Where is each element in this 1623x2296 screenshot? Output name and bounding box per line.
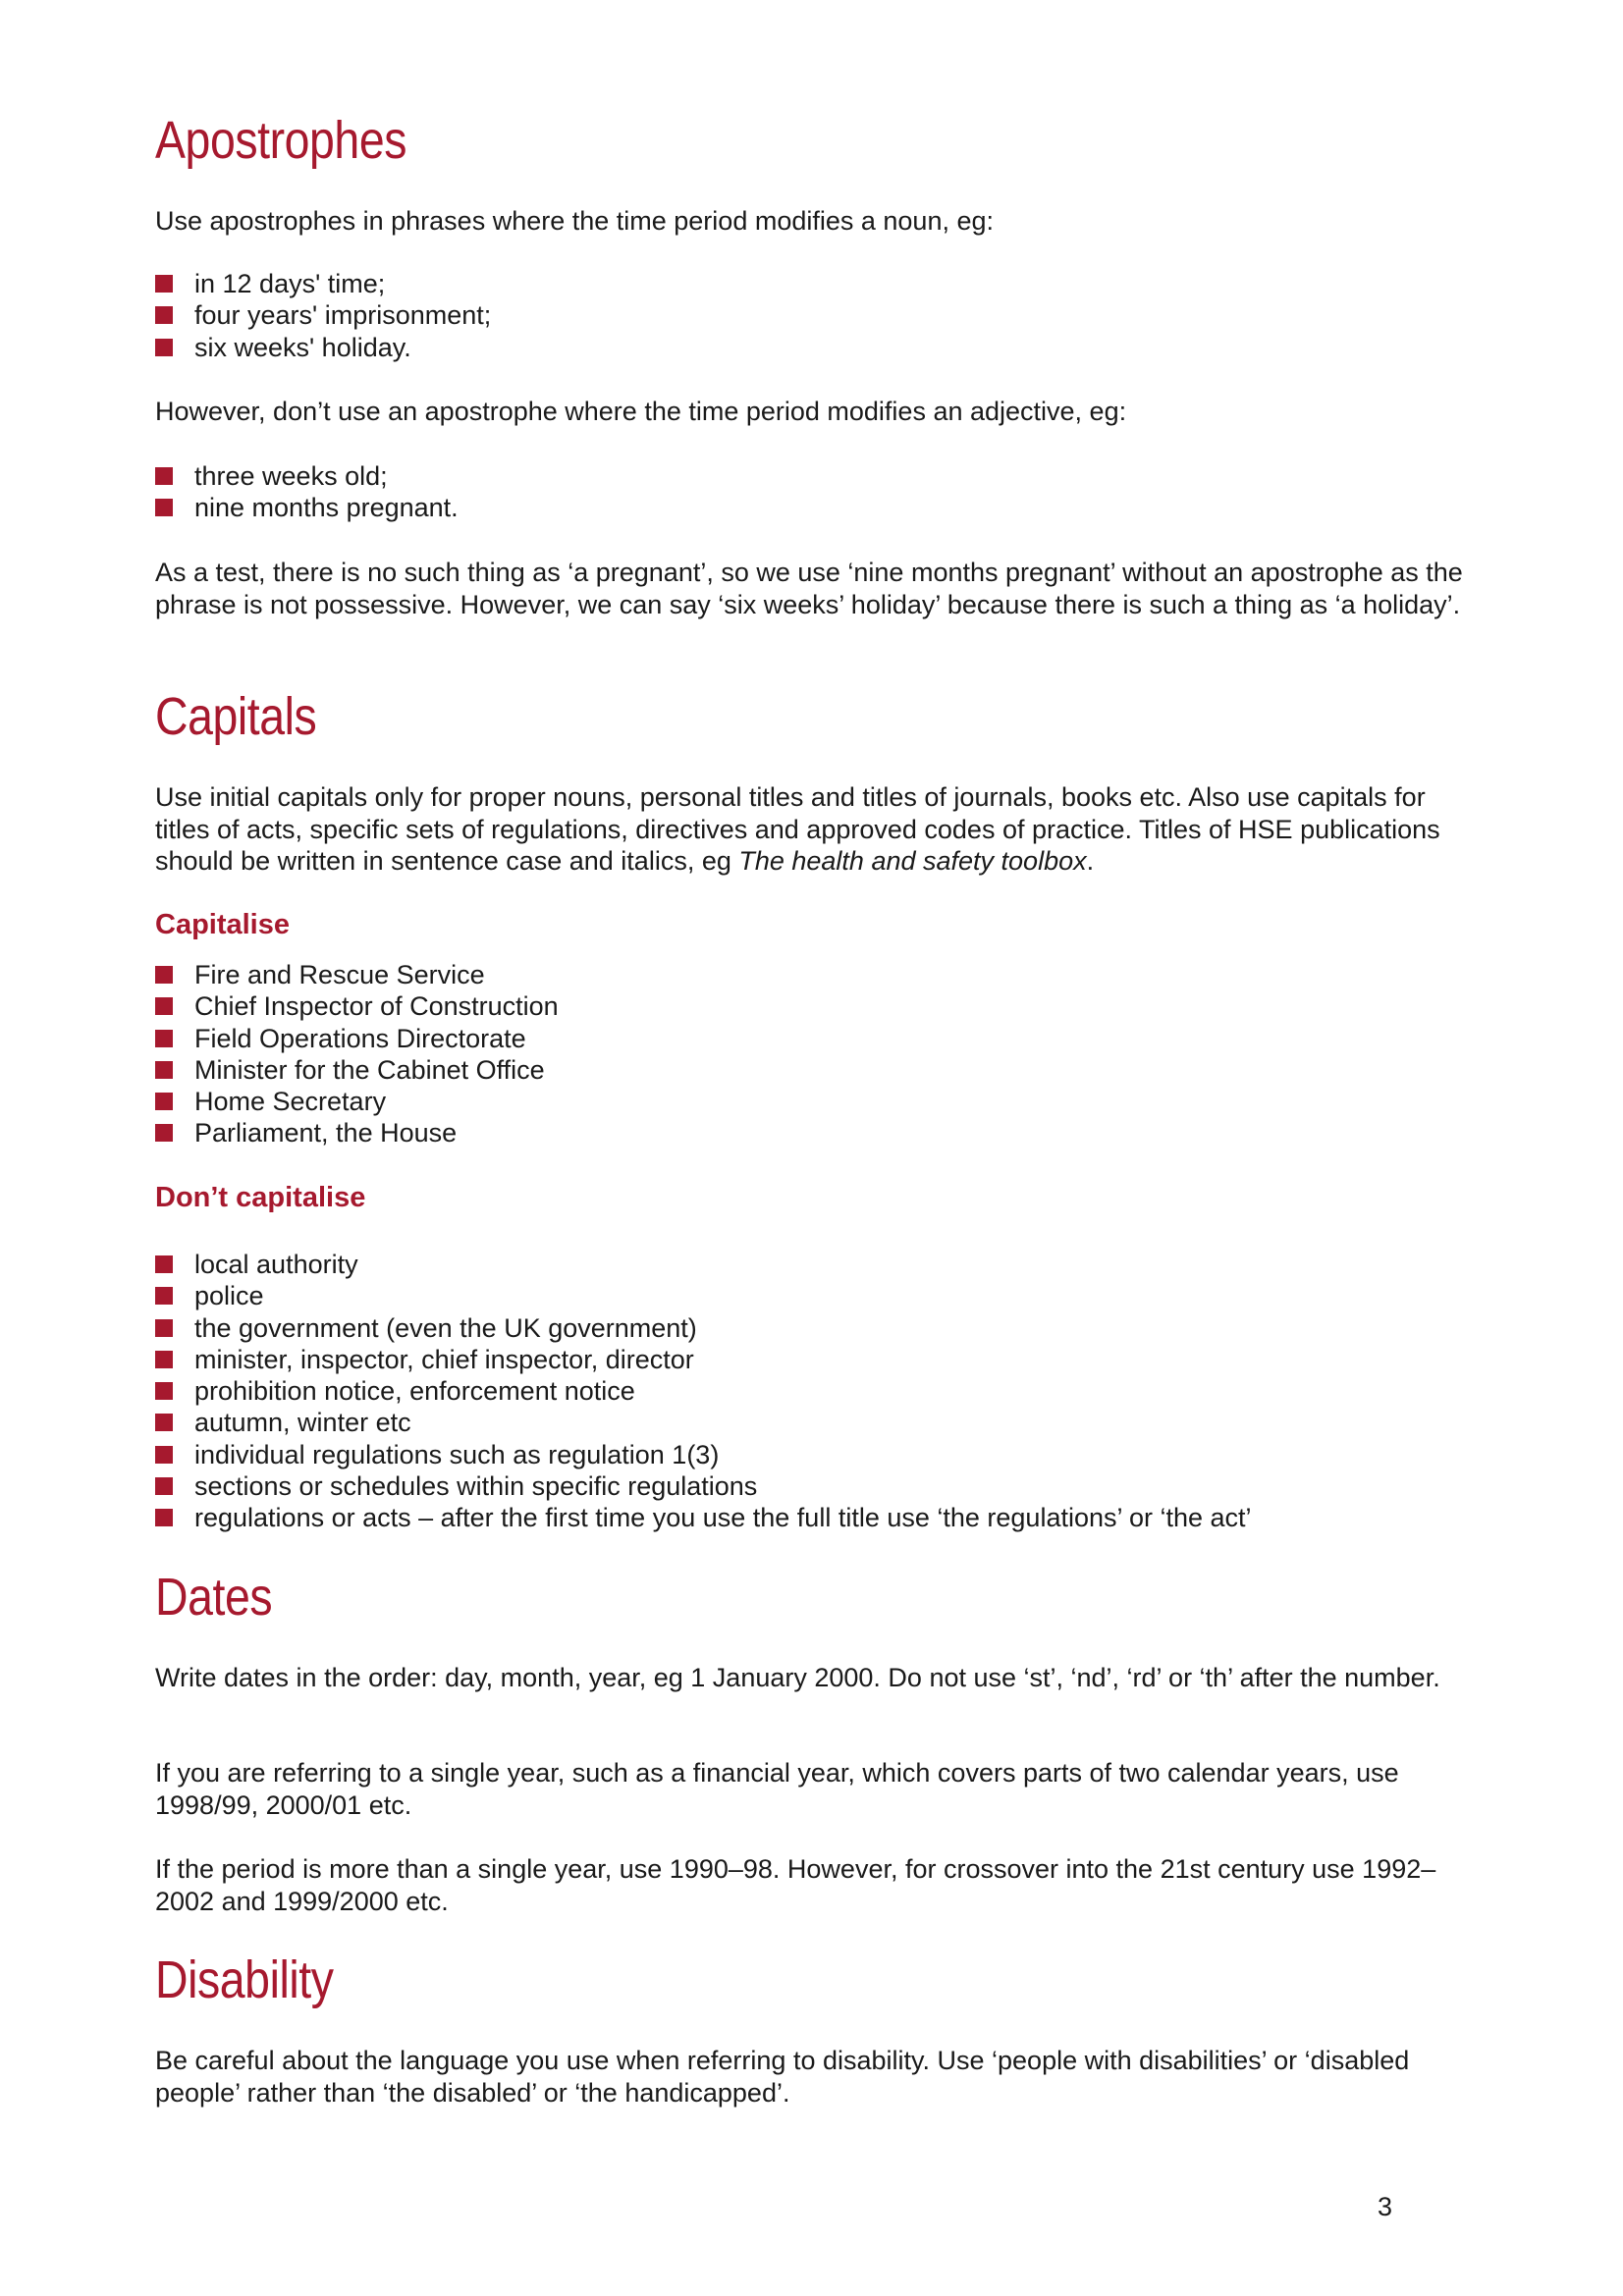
dates-paragraph-3: If the period is more than a single year, use 1990–98. However, for crossover into the 21st century use 1992–2002 and 1999/2000 etc.	[155, 1854, 1436, 1916]
list-item: Parliament, the House	[155, 1117, 1476, 1148]
list-item: six weeks' holiday.	[155, 332, 1476, 363]
bullet-square-icon	[155, 1319, 173, 1337]
bullet-square-icon	[155, 306, 173, 324]
bullet-square-icon	[155, 1061, 173, 1079]
page-number: 3	[1378, 2192, 1393, 2221]
subheading-dont-capitalise: Don’t capitalise	[155, 1182, 366, 1213]
disability-paragraph-1: Be careful about the language you use when referring to disability. Use ‘people with disabilities’ or ‘disabled people’ rather than ‘the disabled’ or ‘the handicapped’.	[155, 2046, 1410, 2108]
bullet-square-icon	[155, 499, 173, 516]
adjective-examples-list	[155, 460, 1476, 524]
list-item: Minister for the Cabinet Office	[155, 1054, 1476, 1086]
capitals-intro: Use initial capitals only for proper nouns, personal titles and titles of journals, books etc. Also use capitals for titles of acts, specific sets of regulations, directives and approved codes of practice. Titles of HSE publications should be written in sentence case and italics, eg The health and safety toolbox.	[155, 782, 1440, 876]
heading-dates: Dates	[155, 1568, 273, 1627]
list-item: autumn, winter etc	[155, 1407, 1476, 1438]
bullet-square-icon	[155, 966, 173, 984]
list-item: in 12 days' time;	[155, 268, 1476, 299]
list-item: the government (even the UK government)	[155, 1312, 1476, 1344]
bullet-square-icon	[155, 1093, 173, 1110]
dates-paragraph-1: Write dates in the order: day, month, year, eg 1 January 2000. Do not use ‘st’, ‘nd’, ‘rd’ or ‘th’ after the number.	[155, 1663, 1440, 1692]
bullet-square-icon	[155, 1477, 173, 1495]
bullet-square-icon	[155, 1414, 173, 1431]
list-item: local authority	[155, 1249, 1476, 1280]
bullet-square-icon	[155, 1030, 173, 1047]
apostrophes-intro: Use apostrophes in phrases where the time period modifies a noun, eg:	[155, 206, 994, 236]
publication-title: The health and safety toolbox	[738, 846, 1087, 876]
bullet-square-icon	[155, 997, 173, 1015]
bullet-square-icon	[155, 1446, 173, 1464]
dates-paragraph-2: If you are referring to a single year, such as a financial year, which covers parts of two calendar years, use 1998/99, 2000/01 etc.	[155, 1758, 1399, 1820]
list-item: Home Secretary	[155, 1086, 1476, 1117]
bullet-square-icon	[155, 1351, 173, 1368]
list-item: four years' imprisonment;	[155, 299, 1476, 331]
bullet-square-icon	[155, 1124, 173, 1142]
list-item: minister, inspector, chief inspector, director	[155, 1344, 1476, 1375]
list-item: nine months pregnant.	[155, 492, 1476, 523]
list-item: Chief Inspector of Construction	[155, 990, 1476, 1022]
bullet-square-icon	[155, 467, 173, 485]
list-item: police	[155, 1280, 1476, 1311]
list-item: regulations or acts – after the first time you use the full title use ‘the regulations’ or ‘the act’	[155, 1502, 1476, 1533]
heading-disability: Disability	[155, 1950, 334, 2009]
bullet-square-icon	[155, 1255, 173, 1273]
noun-examples-list	[155, 268, 1476, 363]
list-item: prohibition notice, enforcement notice	[155, 1375, 1476, 1407]
heading-apostrophes: Apostrophes	[155, 111, 407, 170]
bullet-square-icon	[155, 275, 173, 293]
list-item: three weeks old;	[155, 460, 1476, 492]
bullet-square-icon	[155, 1382, 173, 1400]
list-item: Field Operations Directorate	[155, 1023, 1476, 1054]
list-item: individual regulations such as regulation 1(3)	[155, 1439, 1476, 1470]
apostrophes-however: However, don’t use an apostrophe where the time period modifies an adjective, eg:	[155, 397, 1127, 426]
list-item: Fire and Rescue Service	[155, 959, 1476, 990]
bullet-square-icon	[155, 339, 173, 356]
heading-capitals: Capitals	[155, 687, 317, 746]
capitalise-list	[155, 959, 1476, 1149]
bullet-square-icon	[155, 1509, 173, 1526]
dont-capitalise-list	[155, 1249, 1476, 1534]
apostrophes-test: As a test, there is no such thing as ‘a pregnant’, so we use ‘nine months pregnant’ without an apostrophe as the phrase is not possessive. However, we can say ‘six weeks’ holiday’ because there is such a thing as ‘a holiday’.	[155, 558, 1463, 619]
subheading-capitalise: Capitalise	[155, 909, 290, 940]
list-item: sections or schedules within specific regulations	[155, 1470, 1476, 1502]
bullet-square-icon	[155, 1287, 173, 1305]
